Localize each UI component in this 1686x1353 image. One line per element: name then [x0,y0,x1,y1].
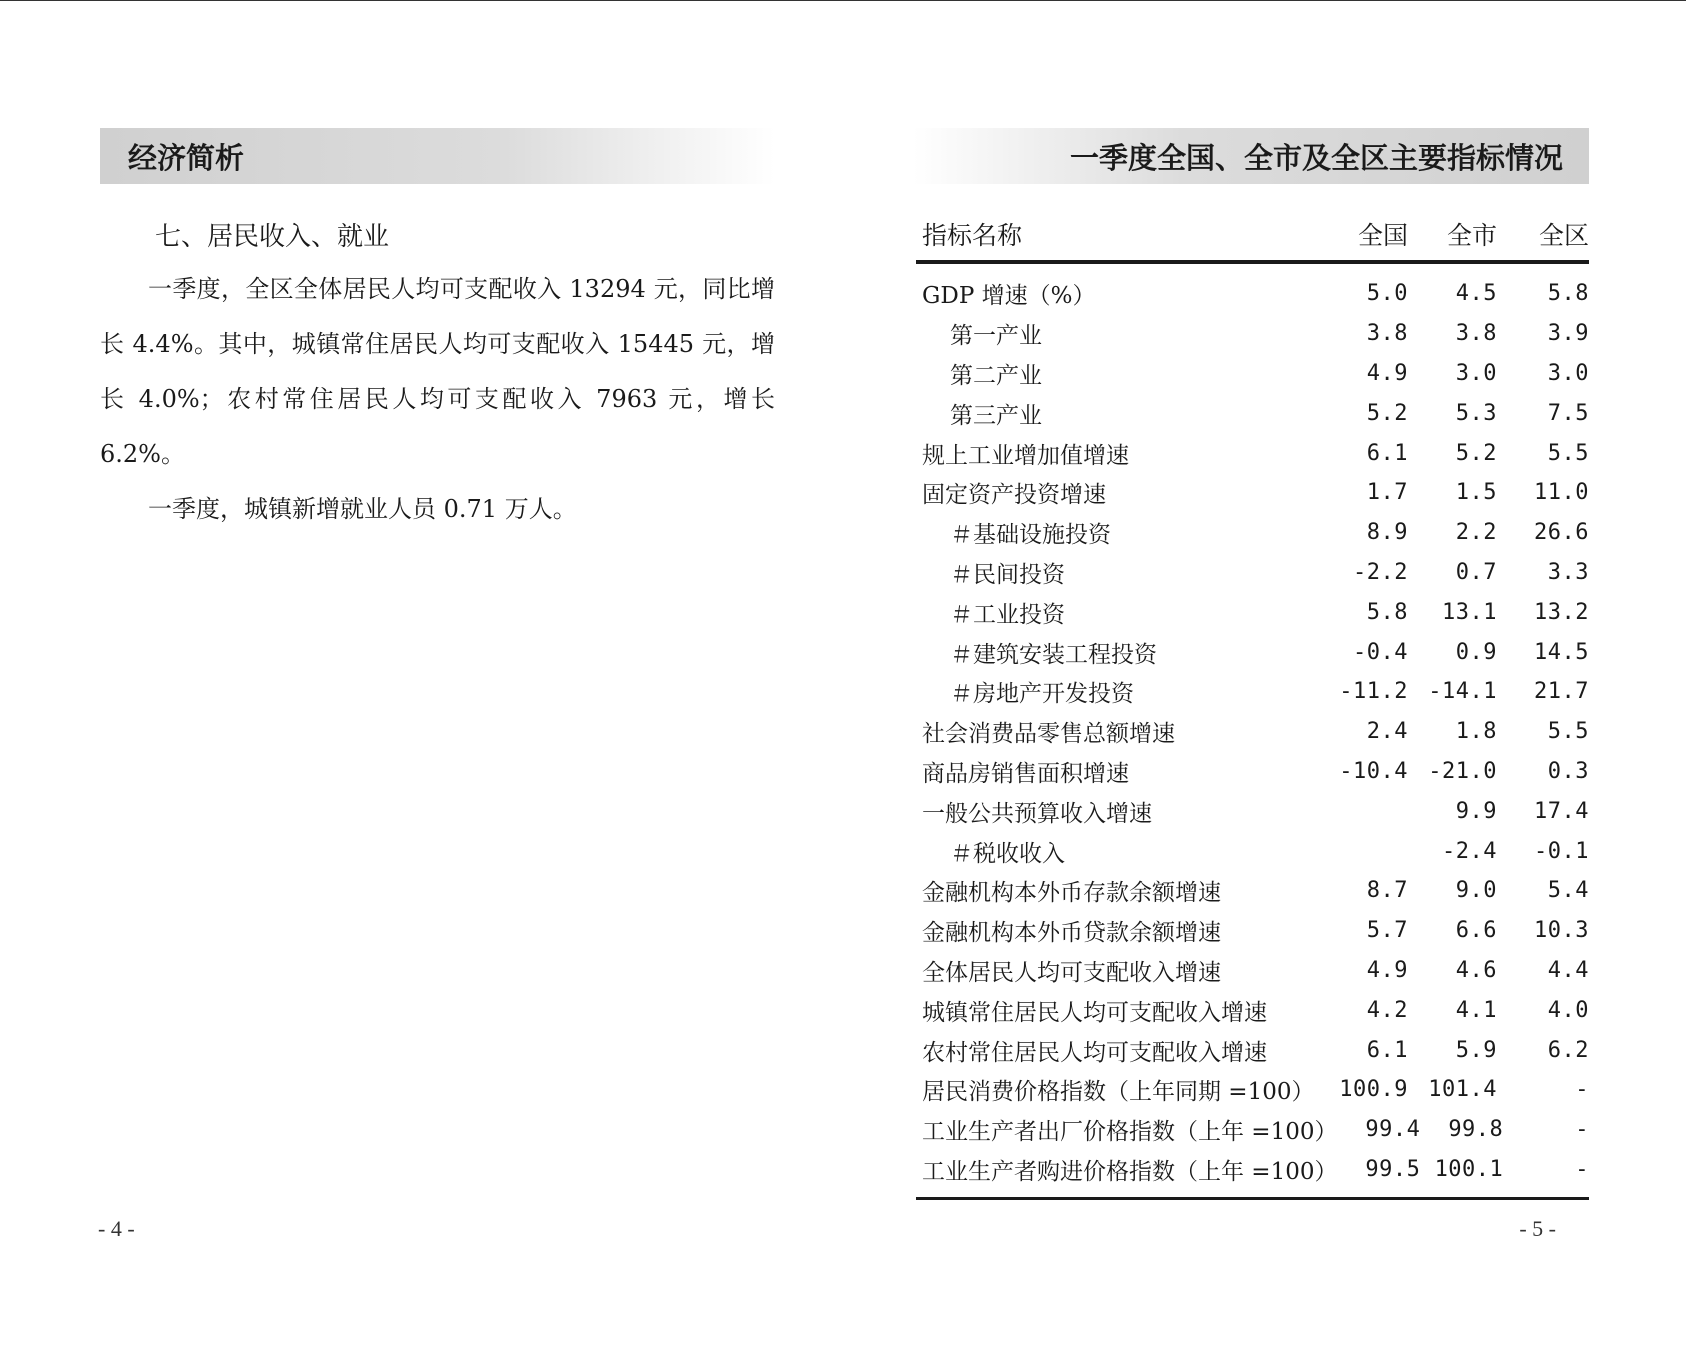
value-city: -14.1 [1428,679,1497,705]
value-city: 5.9 [1455,1037,1497,1063]
value-city: 3.8 [1455,321,1497,347]
value-district: 4.0 [1547,997,1589,1023]
value-district: 6.2 [1547,1037,1589,1063]
table-row [916,274,1589,314]
value-city: -2.4 [1442,838,1497,864]
value-national: -11.2 [1339,679,1408,705]
value-city: 5.2 [1455,440,1497,466]
indicator-name: 全体居民人均可支配收入增速 [922,959,1221,986]
paragraph-income: 一季度，全区全体居民人均可支配收入 13294 元，同比增长 4.4%。其中，城镇常住居民人均可支配收入 15445 元，增长 4.0%；农村常住居民人均可支配收入 7963 元，增长 6.2%。 [100,275,775,468]
indicator-name: 第二产业 [950,362,1042,389]
value-district: 5.5 [1547,719,1589,745]
value-national: 99.4 [1365,1117,1421,1143]
value-city: 4.5 [1455,281,1497,307]
value-national: 4.9 [1366,360,1408,386]
value-national: -2.2 [1353,559,1408,585]
table-body [916,264,1589,1200]
value-district: 5.4 [1547,878,1589,904]
value-district: 0.3 [1547,758,1589,784]
value-city: -21.0 [1428,758,1497,784]
indicator-name: 农村常住居民人均可支配收入增速 [922,1039,1267,1066]
value-national: 2.4 [1366,719,1408,745]
indicator-name: 金融机构本外币贷款余额增速 [922,920,1221,947]
value-national: 6.1 [1366,440,1408,466]
table-row [916,911,1589,951]
indicator-name: 居民消费价格指数（上年同期 =100） [922,1079,1315,1106]
indicator-name: ＃税收收入 [950,840,1065,867]
page-number-left: - 4 - [98,1216,135,1241]
value-district: 10.3 [1534,918,1589,944]
column-header-national: 全国 [1357,221,1408,250]
indicator-name: 固定资产投资增速 [922,482,1106,509]
value-city: 3.0 [1455,360,1497,386]
table-row [916,592,1589,632]
indicator-name: 商品房销售面积增速 [922,760,1129,787]
indicator-name: 工业生产者出厂价格指数（上年 =100） [922,1119,1338,1146]
table-row [916,831,1589,871]
table-row [916,314,1589,354]
value-national: 1.7 [1366,480,1408,506]
value-city: 4.1 [1455,997,1497,1023]
indicator-name: GDP 增速（%） [922,283,1096,310]
value-city: 13.1 [1442,599,1497,625]
table-row [916,951,1589,991]
indicator-name: ＃房地产开发投资 [950,681,1134,708]
value-city: 99.8 [1448,1117,1504,1143]
table-row [916,1070,1589,1110]
value-district: 11.0 [1534,480,1589,506]
right-page [843,0,1686,1353]
value-national: -10.4 [1339,758,1408,784]
value-national: 100.9 [1339,1077,1408,1103]
value-city: 9.0 [1455,878,1497,904]
table-row [916,712,1589,752]
indicator-name: 一般公共预算收入增速 [922,800,1152,827]
table-header [916,210,1589,264]
table-row [916,1110,1589,1150]
value-district: 13.2 [1534,599,1589,625]
indicator-name: ＃民间投资 [950,561,1065,588]
table-row [916,672,1589,712]
value-district: 26.6 [1534,520,1589,546]
table-row [916,871,1589,911]
value-district: 3.3 [1547,559,1589,585]
value-national: 99.5 [1365,1156,1421,1182]
value-city: 6.6 [1455,918,1497,944]
value-district: - [1575,1117,1589,1143]
right-page-header: 一季度全国、全市及全区主要指标情况 [913,128,1589,184]
value-city: 1.5 [1455,480,1497,506]
left-page-header: 经济简析 [100,128,775,184]
value-national: 3.8 [1366,321,1408,347]
value-district: 4.4 [1547,957,1589,983]
value-national: 4.2 [1366,997,1408,1023]
value-national: 6.1 [1366,1037,1408,1063]
indicator-name: 社会消费品零售总额增速 [922,721,1175,748]
page-number-right: - 5 - [1519,1216,1556,1241]
value-district: 21.7 [1534,679,1589,705]
value-city: 0.9 [1455,639,1497,665]
table-row [916,1150,1589,1190]
table-row [916,791,1589,831]
table-row [916,553,1589,593]
value-district: - [1575,1077,1589,1103]
value-district: 7.5 [1547,400,1589,426]
table-row [916,752,1589,792]
value-national: 4.9 [1366,957,1408,983]
value-national: 8.9 [1366,520,1408,546]
table-row [916,990,1589,1030]
value-national: 5.7 [1366,918,1408,944]
table-row [916,393,1589,433]
value-city: 5.3 [1455,400,1497,426]
column-header-city: 全市 [1446,221,1497,250]
table-row [916,354,1589,394]
indicator-table [916,210,1589,1200]
indicator-name: 第一产业 [950,323,1042,350]
value-district: 17.4 [1534,798,1589,824]
value-national: 5.2 [1366,400,1408,426]
value-district: 14.5 [1534,639,1589,665]
indicator-name: 规上工业增加值增速 [922,442,1129,469]
value-district: 5.5 [1547,440,1589,466]
table-row [916,1030,1589,1070]
value-city: 2.2 [1455,520,1497,546]
value-city: 4.6 [1455,957,1497,983]
section-heading: 七、居民收入、就业 [155,222,390,252]
body-text [100,262,775,537]
value-district: 3.0 [1547,360,1589,386]
value-city: 100.1 [1434,1156,1504,1182]
indicator-name: 城镇常住居民人均可支配收入增速 [922,999,1267,1026]
value-national: 5.0 [1366,281,1408,307]
value-district: -0.1 [1534,838,1589,864]
table-row [916,632,1589,672]
indicator-name: ＃工业投资 [950,601,1065,628]
value-national: 8.7 [1366,878,1408,904]
indicator-name: ＃建筑安装工程投资 [950,641,1157,668]
indicator-name: 工业生产者购进价格指数（上年 =100） [922,1158,1338,1185]
paragraph-employment: 一季度，城镇新增就业人员 0.71 万人。 [148,495,577,523]
value-district: 5.8 [1547,281,1589,307]
indicator-name: 金融机构本外币存款余额增速 [922,880,1221,907]
table-row [916,473,1589,513]
column-header-name: 指标名称 [922,221,1023,250]
indicator-name: ＃基础设施投资 [950,522,1111,549]
value-national: -0.4 [1353,639,1408,665]
value-national: 5.8 [1366,599,1408,625]
table-row [916,433,1589,473]
value-city: 9.9 [1455,798,1497,824]
value-district: - [1575,1156,1589,1182]
value-city: 0.7 [1455,559,1497,585]
column-header-district: 全区 [1538,221,1589,250]
value-district: 3.9 [1547,321,1589,347]
table-row [916,513,1589,553]
value-city: 101.4 [1428,1077,1497,1103]
value-city: 1.8 [1455,719,1497,745]
indicator-name: 第三产业 [950,402,1042,429]
